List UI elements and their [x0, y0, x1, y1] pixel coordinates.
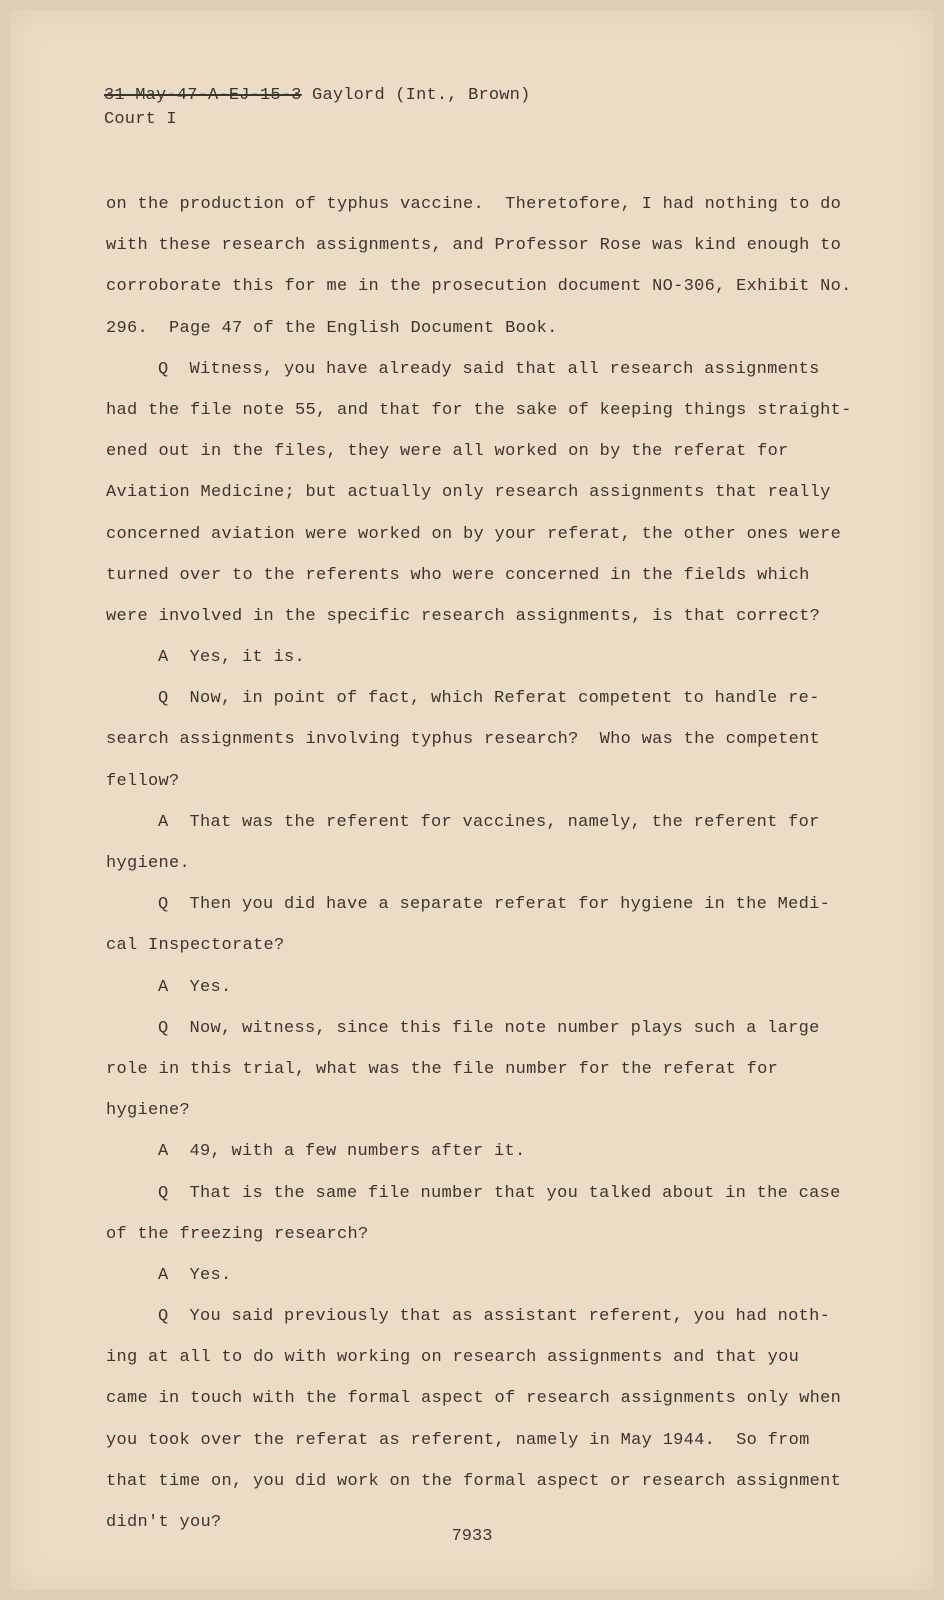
transcript-line: of the freezing research? [106, 1224, 369, 1244]
transcript-line: cal Inspectorate? [106, 936, 285, 956]
transcript-line: fellow? [106, 771, 180, 791]
transcript-line: hygiene. [106, 854, 191, 873]
transcript-line: A Yes, it is. [158, 648, 306, 668]
document-header [104, 84, 530, 132]
header-speaker: Gaylord (Int., Brown) [312, 86, 531, 105]
transcript-line: corroborate this for me in the prosecution document NO-306, Exhibit No. [106, 277, 852, 297]
transcript-line: 296. Page 47 of the English Document Book. [106, 318, 558, 338]
header-court: Court I [104, 110, 177, 129]
transcript-body [106, 184, 852, 1543]
transcript-line: role in this trial, what was the file number for the referat for [106, 1059, 779, 1079]
transcript-line: you took over the referat as referent, namely in May 1944. So from [106, 1430, 810, 1450]
transcript-line: ened out in the files, they were all worked on by the referat for [106, 442, 789, 462]
transcript-line: were involved in the specific research assignments, is that correct? [106, 606, 821, 626]
transcript-line: Aviation Medicine; but actually only research assignments that really [106, 483, 831, 503]
transcript-line: Q Now, witness, since this file note number plays such a large [158, 1018, 820, 1038]
transcript-line: Q You said previously that as assistant referent, you had noth- [158, 1307, 831, 1327]
transcript-line: search assignments involving typhus research? Who was the competent [106, 730, 821, 750]
transcript-line: Q Now, in point of fact, which Referat competent to handle re- [158, 689, 820, 709]
transcript-line: A Yes. [158, 1265, 232, 1285]
transcript-line: A That was the referent for vaccines, namely, the referent for [158, 812, 820, 832]
transcript-line: hygiene? [106, 1101, 191, 1121]
header-line-1 [104, 84, 530, 108]
transcript-line: on the production of typhus vaccine. Theretofore, I had nothing to do [106, 195, 842, 214]
transcript-line: didn't you? [106, 1513, 222, 1532]
transcript-line: ing at all to do with working on research assignments and that you [106, 1348, 800, 1368]
transcript-line: A Yes. [158, 977, 232, 997]
transcript-line: had the file note 55, and that for the sake of keeping things straight- [106, 400, 852, 420]
page-number: 7933 [451, 1527, 493, 1546]
header-struck-code: 31 May-47-A-EJ-15-3 [104, 86, 302, 105]
transcript-line: concerned aviation were worked on by your referat, the other ones were [106, 524, 842, 544]
transcript-line: A 49, with a few numbers after it. [158, 1142, 526, 1162]
transcript-line: with these research assignments, and Professor Rose was kind enough to [106, 236, 842, 256]
transcript-line: Q That is the same file number that you talked about in the case [158, 1183, 841, 1203]
transcript-line: Q Then you did have a separate referat for hygiene in the Medi- [158, 895, 831, 915]
transcript-line: Q Witness, you have already said that all research assignments [158, 359, 820, 379]
transcript-line: that time on, you did work on the formal aspect or research assignment [106, 1471, 842, 1491]
transcript-line: turned over to the referents who were concerned in the fields which [106, 565, 810, 585]
transcript-line: came in touch with the formal aspect of research assignments only when [106, 1389, 842, 1409]
